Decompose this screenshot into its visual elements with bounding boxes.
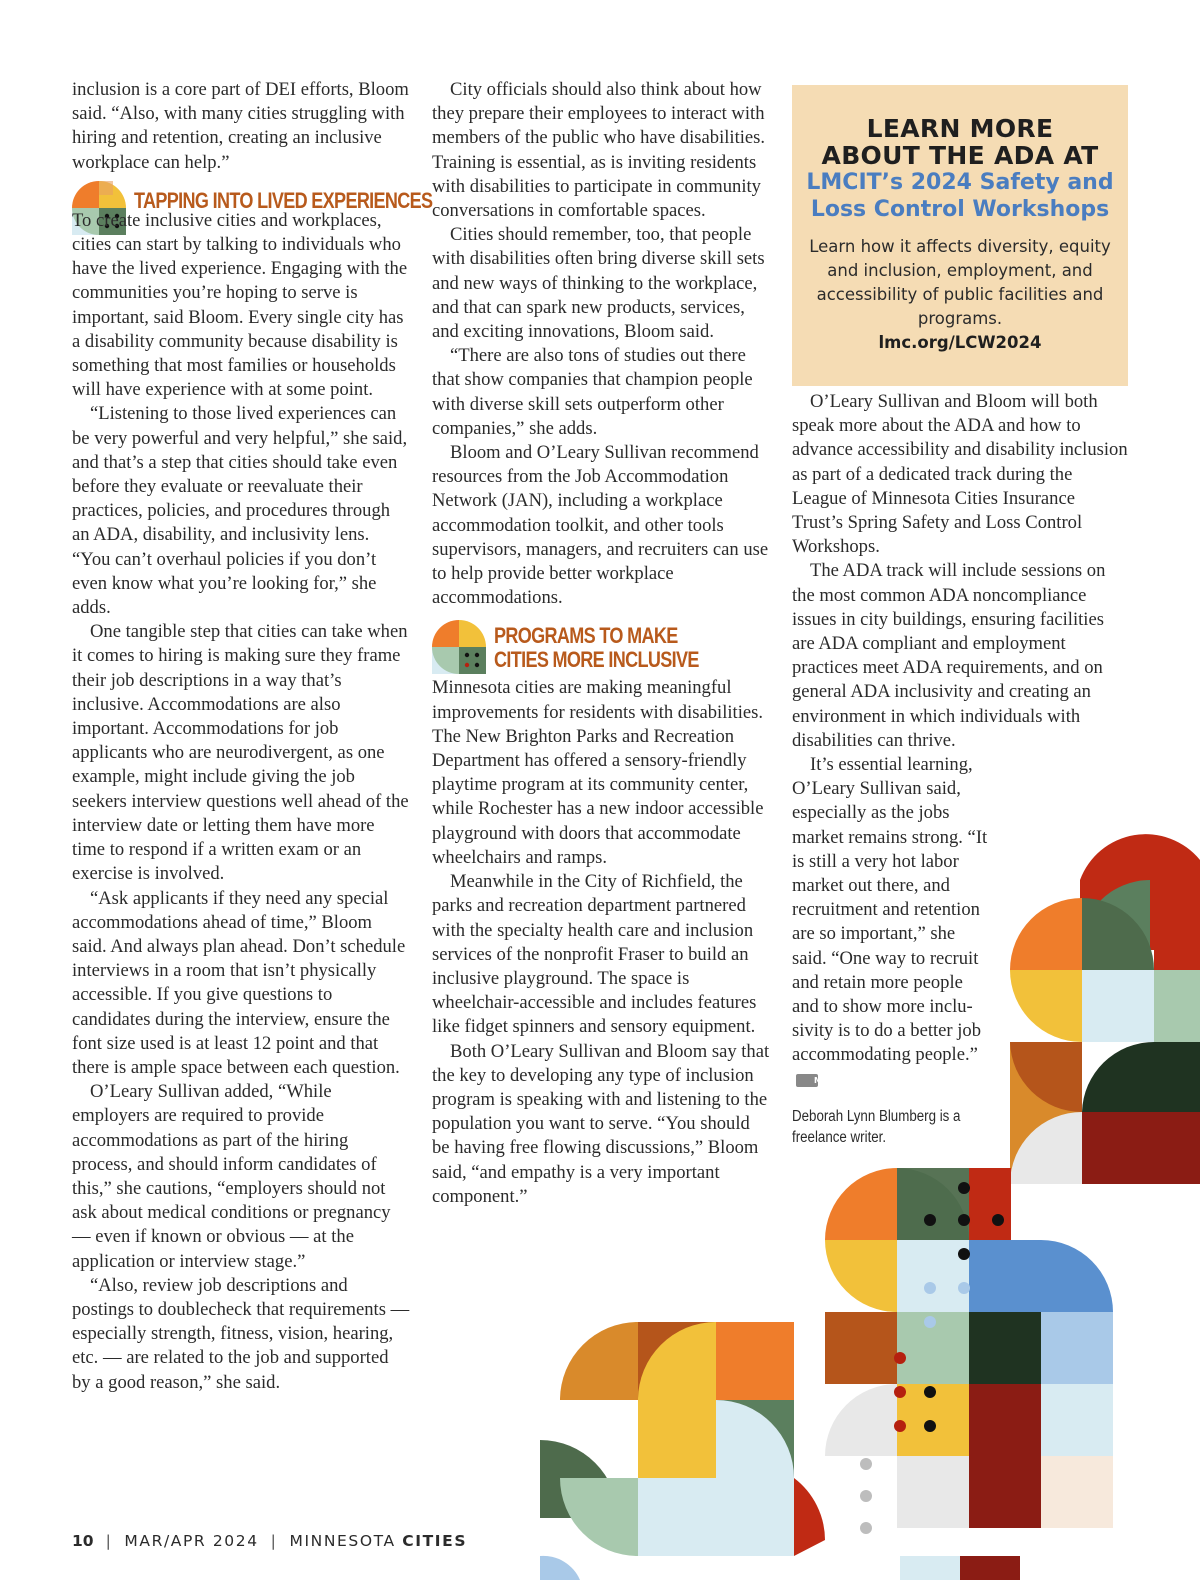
paragraph bbox=[792, 753, 992, 1092]
paragraph: “Ask applicants if they need any special accommodations ahead of time,” Bloom said. And always plan ahead. Don’t schedule interviews in a room that isn’t physically accessible. If you give questions to candidates during the interview, ensure the font size used is at least 12 point and that there is ample space between each question. bbox=[72, 887, 406, 1078]
paragraph: “There are also tons of studies out there that show companies that champion people with diverse skill sets outperform other companies,” she adds. bbox=[432, 345, 753, 439]
paragraph: “Listening to those lived experiences can be very powerful and very helpful,” she said, and that’s a step that cities should take even before they evaluate or reevaluate their practices, policies, and procedures through an ADA, disability, and inclusivity lens. “You can’t overhaul policies if you don’t even know what you’re looking for,” she adds. bbox=[72, 403, 408, 619]
paragraph: One tangible step that cities can take when it comes to hiring is making sure they frame their job descriptions in a way that’s inclusive. Accommodations are also important. Accommodations for job applicants who are neurodivergent, as one example, might include giving the job seekers interview questions well ahead of the interview date or letting them have more time to respond if a written exam or an exercise is involved. bbox=[72, 621, 409, 885]
paragraph: Cities should remember, too, that people with disabilities often bring diverse skill sets and new ways of thinking to the workplace, and that can spark new products, services, and exciting innovations, Bloom said. bbox=[432, 224, 765, 343]
footer-separator: | bbox=[270, 1532, 278, 1550]
author-byline: Deborah Lynn Blumberg is a freelance writer. bbox=[792, 1107, 961, 1146]
paragraph: Minnesota cities are making meaningful improvements for residents with disabilities. The New Brighton Parks and Recreation Department has offered a sensory-friendly playtime program at its community center, while Rochester has a new indoor accessible playground with doors that accommodate wheelchairs and ramps. bbox=[432, 677, 764, 868]
sidebar-url-link[interactable]: lmc.org/LCW2024 bbox=[878, 333, 1042, 352]
magazine-name-light: MINNESOTA bbox=[289, 1532, 396, 1550]
subhead-programs bbox=[432, 620, 770, 674]
paragraph: O’Leary Sullivan and Bloom will both speak more about the ADA and how to advance accessibility and disability inclusion as part of a dedicated track during the League of Minnesota Cities Insurance Trust’s Spring Safety and Loss Control Workshops. bbox=[792, 391, 1128, 558]
article-column-1 bbox=[72, 78, 433, 1395]
subhead-title: PROGRAMS TO MAKE CITIES MORE INCLUSIVE bbox=[494, 623, 699, 673]
paragraph-text: It’s essential learning, O’Leary Sullivan said, especially as the jobs market remains strong. “It is still a very hot labor market out there, and recruitment and retention are so important,” she said. “One way to recruit and retain more people and to show more inclusivity is to do a better job accommodating people.” bbox=[792, 754, 988, 1066]
paragraph: O’Leary Sullivan added, “While employers are required to provide accommodations as part of the hiring process, and should inform candidates of this,” she cautions, “employers should not ask about medical conditions or pregnancy — even if known or obvious — at the application or interview stage.” bbox=[72, 1081, 391, 1272]
sidebar-highlight-line2: Loss Control Workshops bbox=[810, 197, 1110, 222]
sidebar-heading-line2: ABOUT THE ADA AT bbox=[821, 141, 1099, 170]
paragraph: Meanwhile in the City of Richfield, the parks and recreation department partnered with the specialty health care and inclusion services of the nonprofit Fraser to build an inclusive playground. The space is wheelchair-accessible and includes features like fidget spinners and sensory equipment. bbox=[432, 871, 757, 1038]
article-column-2 bbox=[432, 78, 770, 1209]
paragraph: The ADA track will include sessions on the most common ADA noncompliance issues in city buildings, ensuring facilities are ADA compliant and employment practices meet ADA requirements, and on general ADA inclusivity and creating an environment in which individuals with disabilities can thrive. bbox=[792, 560, 1106, 751]
issue-date: MAR/APR 2024 bbox=[124, 1532, 259, 1550]
paragraph: City officials should also think about how they prepare their employees to interact with members of the public who have disabilities. Training is essential, as is inviting residents with disabilities to participate in community conversations in comfortable spaces. bbox=[432, 79, 766, 222]
geometric-subhead-icon bbox=[432, 620, 486, 674]
subhead-title: TAPPING INTO LIVED EXPERIENCES bbox=[134, 187, 433, 213]
page-number: 10 bbox=[72, 1532, 94, 1550]
magazine-name-bold: CITIES bbox=[402, 1532, 468, 1550]
end-mark-icon: MC bbox=[796, 1074, 818, 1087]
paragraph: Bloom and O’Leary Sullivan recommend resources from the Job Accommodation Network (JAN), including a workplace accommodation toolkit, and other tools supervisors, managers, and recruiters can use to help provide better workplace accommodations. bbox=[432, 442, 769, 609]
sidebar-highlight-line1: LMCIT’s 2024 Safety and bbox=[806, 170, 1114, 195]
sidebar-heading-line1: LEARN MORE bbox=[866, 114, 1054, 143]
footer-separator: | bbox=[105, 1532, 113, 1550]
sidebar-body: Learn how it affects diversity, equity and inclusion, employment, and accessibility of public facilities and programs. bbox=[809, 237, 1111, 328]
paragraph: Both O’Leary Sullivan and Bloom say that the key to developing any type of inclusion program is speaking with and listening to the population you want to serve. “You should be having free flowing discussions,” Bloom said, “and empathy is a very important component.” bbox=[432, 1040, 770, 1207]
learn-more-sidebar bbox=[792, 85, 1128, 386]
paragraph: inclusion is a core part of DEI efforts, Bloom said. “Also, with many cities struggling with hiring and retention, creating an inclusive workplace can help.” bbox=[72, 79, 409, 173]
article-column-3 bbox=[792, 390, 1128, 1148]
paragraph: To create inclusive cities and workplaces, cities can start by talking to individuals who have the lived experience. Engaging with the communities you’re hoping to serve is important, said Bloom. Every single city has a disability community because disability is something that most families or households will have experience with at some point. bbox=[72, 209, 408, 401]
page-footer bbox=[72, 1532, 467, 1550]
paragraph: “Also, review job descriptions and postings to doublecheck that requirements — especially strength, fitness, vision, hearing, etc. — are related to the job and supported by a good reason,” she said. bbox=[72, 1274, 410, 1393]
